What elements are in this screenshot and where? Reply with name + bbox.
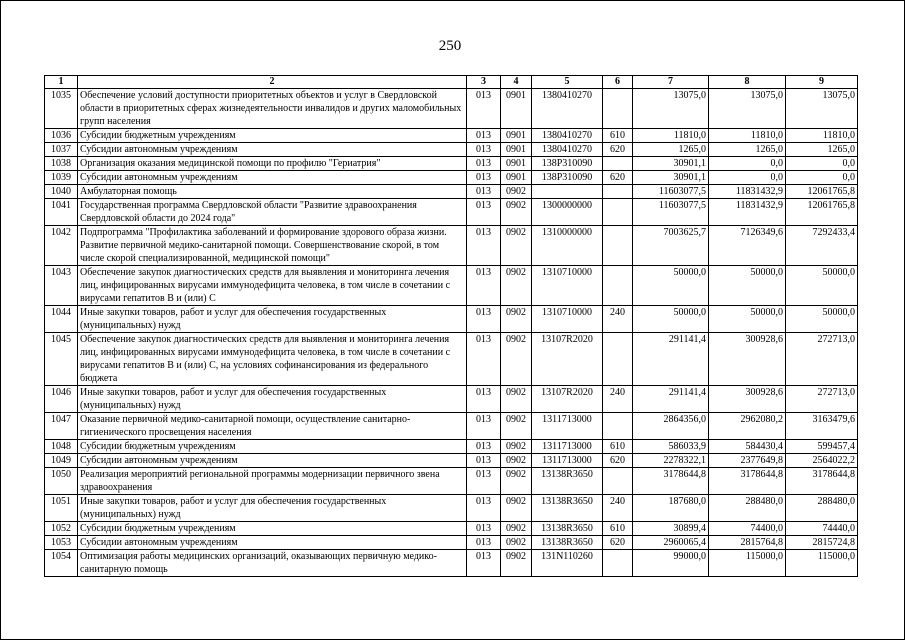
amount-year-3: 1265,0 xyxy=(786,143,858,157)
section-code: 0902 xyxy=(501,199,532,226)
amount-year-3: 13075,0 xyxy=(786,89,858,129)
table-row xyxy=(45,386,858,413)
row-name: Подпрограмма "Профилактика заболеваний и формирование здорового образа жизни. Развитие первичной медико-санитарной помощи. Совершенствование скорой, в том числе скорой специализированной, медицинской помощи" xyxy=(78,226,467,266)
column-header: 4 xyxy=(501,76,532,89)
section-code: 0901 xyxy=(501,143,532,157)
row-name: Субсидии автономным учреждениям xyxy=(78,143,467,157)
amount-year-1: 30901,1 xyxy=(633,157,709,171)
ministry-code: 013 xyxy=(467,536,501,550)
target-article-code: 1380410270 xyxy=(532,143,603,157)
table-row xyxy=(45,266,858,306)
ministry-code: 013 xyxy=(467,333,501,386)
target-article-code: 138P310090 xyxy=(532,157,603,171)
column-header: 6 xyxy=(603,76,633,89)
section-code: 0902 xyxy=(501,266,532,306)
amount-year-3: 272713,0 xyxy=(786,386,858,413)
amount-year-3: 12061765,8 xyxy=(786,199,858,226)
table-row xyxy=(45,226,858,266)
table-row xyxy=(45,522,858,536)
amount-year-1: 2864356,0 xyxy=(633,413,709,440)
section-code: 0902 xyxy=(501,454,532,468)
amount-year-1: 11810,0 xyxy=(633,129,709,143)
expense-type-code: 620 xyxy=(603,536,633,550)
ministry-code: 013 xyxy=(467,306,501,333)
target-article-code xyxy=(532,185,603,199)
row-name: Субсидии бюджетным учреждениям xyxy=(78,129,467,143)
expense-type-code xyxy=(603,185,633,199)
row-number: 1050 xyxy=(45,468,78,495)
table-row xyxy=(45,157,858,171)
amount-year-3: 3163479,6 xyxy=(786,413,858,440)
amount-year-3: 272713,0 xyxy=(786,333,858,386)
amount-year-1: 50000,0 xyxy=(633,306,709,333)
expense-type-code xyxy=(603,266,633,306)
amount-year-1: 7003625,7 xyxy=(633,226,709,266)
expense-type-code: 610 xyxy=(603,440,633,454)
ministry-code: 013 xyxy=(467,185,501,199)
column-header: 7 xyxy=(633,76,709,89)
column-header: 5 xyxy=(532,76,603,89)
amount-year-2: 115000,0 xyxy=(709,550,786,577)
row-name: Амбулаторная помощь xyxy=(78,185,467,199)
ministry-code: 013 xyxy=(467,171,501,185)
amount-year-2: 7126349,6 xyxy=(709,226,786,266)
row-number: 1047 xyxy=(45,413,78,440)
target-article-code: 1311713000 xyxy=(532,440,603,454)
amount-year-1: 1265,0 xyxy=(633,143,709,157)
amount-year-2: 11831432,9 xyxy=(709,185,786,199)
target-article-code: 13138R3650 xyxy=(532,522,603,536)
section-code: 0902 xyxy=(501,440,532,454)
amount-year-3: 12061765,8 xyxy=(786,185,858,199)
row-number: 1036 xyxy=(45,129,78,143)
target-article-code: 13138R3650 xyxy=(532,495,603,522)
target-article-code: 13107R2020 xyxy=(532,333,603,386)
target-article-code: 1300000000 xyxy=(532,199,603,226)
row-name: Иные закупки товаров, работ и услуг для обеспечения государственных (муниципальных) нужд xyxy=(78,306,467,333)
ministry-code: 013 xyxy=(467,440,501,454)
column-header: 8 xyxy=(709,76,786,89)
ministry-code: 013 xyxy=(467,468,501,495)
target-article-code: 1380410270 xyxy=(532,129,603,143)
row-number: 1053 xyxy=(45,536,78,550)
row-name: Реализация мероприятий региональной программы модернизации первичного звена здравоохранения xyxy=(78,468,467,495)
expense-type-code: 610 xyxy=(603,522,633,536)
amount-year-2: 584430,4 xyxy=(709,440,786,454)
section-code: 0902 xyxy=(501,386,532,413)
amount-year-3: 2815724,8 xyxy=(786,536,858,550)
expense-type-code xyxy=(603,413,633,440)
target-article-code: 138P310090 xyxy=(532,171,603,185)
expense-type-code: 620 xyxy=(603,454,633,468)
section-code: 0902 xyxy=(501,226,532,266)
row-number: 1035 xyxy=(45,89,78,129)
ministry-code: 013 xyxy=(467,454,501,468)
table-row xyxy=(45,495,858,522)
row-name: Иные закупки товаров, работ и услуг для обеспечения государственных (муниципальных) нужд xyxy=(78,495,467,522)
target-article-code: 1310000000 xyxy=(532,226,603,266)
section-code: 0901 xyxy=(501,89,532,129)
amount-year-2: 13075,0 xyxy=(709,89,786,129)
amount-year-3: 115000,0 xyxy=(786,550,858,577)
row-number: 1037 xyxy=(45,143,78,157)
budget-table xyxy=(44,75,858,577)
expense-type-code: 240 xyxy=(603,495,633,522)
amount-year-1: 50000,0 xyxy=(633,266,709,306)
row-number: 1043 xyxy=(45,266,78,306)
column-header: 3 xyxy=(467,76,501,89)
expense-type-code: 620 xyxy=(603,171,633,185)
ministry-code: 013 xyxy=(467,266,501,306)
row-name: Оптимизация работы медицинских организаций, оказывающих первичную медико-санитарную помощь xyxy=(78,550,467,577)
amount-year-1: 11603077,5 xyxy=(633,185,709,199)
target-article-code: 131N110260 xyxy=(532,550,603,577)
section-code: 0902 xyxy=(501,495,532,522)
row-name: Субсидии бюджетным учреждениям xyxy=(78,522,467,536)
expense-type-code xyxy=(603,550,633,577)
row-number: 1041 xyxy=(45,199,78,226)
amount-year-3: 2564022,2 xyxy=(786,454,858,468)
row-name: Субсидии автономным учреждениям xyxy=(78,536,467,550)
header-row xyxy=(45,76,858,89)
amount-year-3: 599457,4 xyxy=(786,440,858,454)
amount-year-2: 50000,0 xyxy=(709,306,786,333)
amount-year-3: 3178644,8 xyxy=(786,468,858,495)
expense-type-code: 240 xyxy=(603,306,633,333)
row-name: Обеспечение условий доступности приоритетных объектов и услуг в Свердловской области в приоритетных сферах жизнедеятельности инвалидов и других маломобильных групп населения xyxy=(78,89,467,129)
table-row xyxy=(45,468,858,495)
row-name: Субсидии бюджетным учреждениям xyxy=(78,440,467,454)
row-name: Иные закупки товаров, работ и услуг для обеспечения государственных (муниципальных) нужд xyxy=(78,386,467,413)
expense-type-code xyxy=(603,333,633,386)
amount-year-3: 288480,0 xyxy=(786,495,858,522)
amount-year-2: 2815764,8 xyxy=(709,536,786,550)
table-row xyxy=(45,454,858,468)
row-name: Субсидии автономным учреждениям xyxy=(78,454,467,468)
target-article-code: 13138R3650 xyxy=(532,468,603,495)
row-number: 1051 xyxy=(45,495,78,522)
table-row xyxy=(45,413,858,440)
amount-year-2: 11810,0 xyxy=(709,129,786,143)
row-name: Оказание первичной медико-санитарной помощи, осуществление санитарно-гигиенического просвещения населения xyxy=(78,413,467,440)
row-number: 1052 xyxy=(45,522,78,536)
amount-year-2: 1265,0 xyxy=(709,143,786,157)
row-name: Субсидии автономным учреждениям xyxy=(78,171,467,185)
amount-year-2: 300928,6 xyxy=(709,333,786,386)
ministry-code: 013 xyxy=(467,226,501,266)
amount-year-3: 0,0 xyxy=(786,157,858,171)
target-article-code: 13107R2020 xyxy=(532,386,603,413)
ministry-code: 013 xyxy=(467,413,501,440)
amount-year-2: 300928,6 xyxy=(709,386,786,413)
table-row xyxy=(45,89,858,129)
amount-year-2: 3178644,8 xyxy=(709,468,786,495)
ministry-code: 013 xyxy=(467,143,501,157)
target-article-code: 1311713000 xyxy=(532,454,603,468)
amount-year-1: 2960065,4 xyxy=(633,536,709,550)
amount-year-2: 11831432,9 xyxy=(709,199,786,226)
amount-year-1: 2278322,1 xyxy=(633,454,709,468)
target-article-code: 13138R3650 xyxy=(532,536,603,550)
amount-year-1: 99000,0 xyxy=(633,550,709,577)
expense-type-code xyxy=(603,89,633,129)
amount-year-3: 0,0 xyxy=(786,171,858,185)
section-code: 0902 xyxy=(501,306,532,333)
expense-type-code: 240 xyxy=(603,386,633,413)
amount-year-1: 291141,4 xyxy=(633,386,709,413)
row-number: 1042 xyxy=(45,226,78,266)
row-name: Организация оказания медицинской помощи по профилю "Гериатрия" xyxy=(78,157,467,171)
row-number: 1040 xyxy=(45,185,78,199)
ministry-code: 013 xyxy=(467,550,501,577)
table-row xyxy=(45,171,858,185)
amount-year-2: 50000,0 xyxy=(709,266,786,306)
section-code: 0901 xyxy=(501,171,532,185)
amount-year-1: 3178644,8 xyxy=(633,468,709,495)
ministry-code: 013 xyxy=(467,199,501,226)
expense-type-code xyxy=(603,199,633,226)
section-code: 0902 xyxy=(501,185,532,199)
amount-year-2: 74400,0 xyxy=(709,522,786,536)
table-row xyxy=(45,306,858,333)
table-row xyxy=(45,185,858,199)
row-number: 1044 xyxy=(45,306,78,333)
amount-year-3: 50000,0 xyxy=(786,306,858,333)
expense-type-code: 620 xyxy=(603,143,633,157)
row-number: 1045 xyxy=(45,333,78,386)
table-row xyxy=(45,143,858,157)
table-row xyxy=(45,333,858,386)
row-number: 1054 xyxy=(45,550,78,577)
ministry-code: 013 xyxy=(467,495,501,522)
table-row xyxy=(45,129,858,143)
ministry-code: 013 xyxy=(467,522,501,536)
row-number: 1039 xyxy=(45,171,78,185)
section-code: 0902 xyxy=(501,413,532,440)
amount-year-2: 2962080,2 xyxy=(709,413,786,440)
expense-type-code: 610 xyxy=(603,129,633,143)
amount-year-3: 74440,0 xyxy=(786,522,858,536)
amount-year-1: 13075,0 xyxy=(633,89,709,129)
column-header: 2 xyxy=(78,76,467,89)
target-article-code: 1311713000 xyxy=(532,413,603,440)
page-number: 250 xyxy=(438,38,462,54)
amount-year-3: 7292433,4 xyxy=(786,226,858,266)
column-header: 9 xyxy=(786,76,858,89)
row-number: 1038 xyxy=(45,157,78,171)
amount-year-1: 291141,4 xyxy=(633,333,709,386)
ministry-code: 013 xyxy=(467,129,501,143)
row-number: 1048 xyxy=(45,440,78,454)
row-name: Обеспечение закупок диагностических средств для выявления и мониторинга лечения лиц, инфицированных вирусами иммунодефицита человека, в том числе в сочетании с вирусами гепатитов В и (или) С, на условиях софинансирования из федерального бюджета xyxy=(78,333,467,386)
ministry-code: 013 xyxy=(467,89,501,129)
amount-year-2: 0,0 xyxy=(709,157,786,171)
target-article-code: 1310710000 xyxy=(532,266,603,306)
section-code: 0902 xyxy=(501,536,532,550)
amount-year-1: 586033,9 xyxy=(633,440,709,454)
amount-year-2: 2377649,8 xyxy=(709,454,786,468)
amount-year-2: 0,0 xyxy=(709,171,786,185)
amount-year-1: 30901,1 xyxy=(633,171,709,185)
expense-type-code xyxy=(603,468,633,495)
amount-year-3: 11810,0 xyxy=(786,129,858,143)
ministry-code: 013 xyxy=(467,386,501,413)
row-name: Обеспечение закупок диагностических средств для выявления и мониторинга лечения лиц, инфицированных вирусами иммунодефицита человека, в том числе в сочетании с вирусами гепатитов В и (или) С xyxy=(78,266,467,306)
section-code: 0902 xyxy=(501,333,532,386)
section-code: 0901 xyxy=(501,129,532,143)
row-number: 1049 xyxy=(45,454,78,468)
target-article-code: 1380410270 xyxy=(532,89,603,129)
expense-type-code xyxy=(603,157,633,171)
row-number: 1046 xyxy=(45,386,78,413)
table-row xyxy=(45,440,858,454)
amount-year-1: 30899,4 xyxy=(633,522,709,536)
table-row xyxy=(45,536,858,550)
amount-year-1: 11603077,5 xyxy=(633,199,709,226)
row-name: Государственная программа Свердловской области "Развитие здравоохранения Свердловской области до 2024 года" xyxy=(78,199,467,226)
section-code: 0902 xyxy=(501,522,532,536)
table-row xyxy=(45,199,858,226)
table-row xyxy=(45,550,858,577)
section-code: 0902 xyxy=(501,468,532,495)
amount-year-1: 187680,0 xyxy=(633,495,709,522)
column-header: 1 xyxy=(45,76,78,89)
amount-year-3: 50000,0 xyxy=(786,266,858,306)
ministry-code: 013 xyxy=(467,157,501,171)
section-code: 0901 xyxy=(501,157,532,171)
amount-year-2: 288480,0 xyxy=(709,495,786,522)
section-code: 0902 xyxy=(501,550,532,577)
expense-type-code xyxy=(603,226,633,266)
target-article-code: 1310710000 xyxy=(532,306,603,333)
